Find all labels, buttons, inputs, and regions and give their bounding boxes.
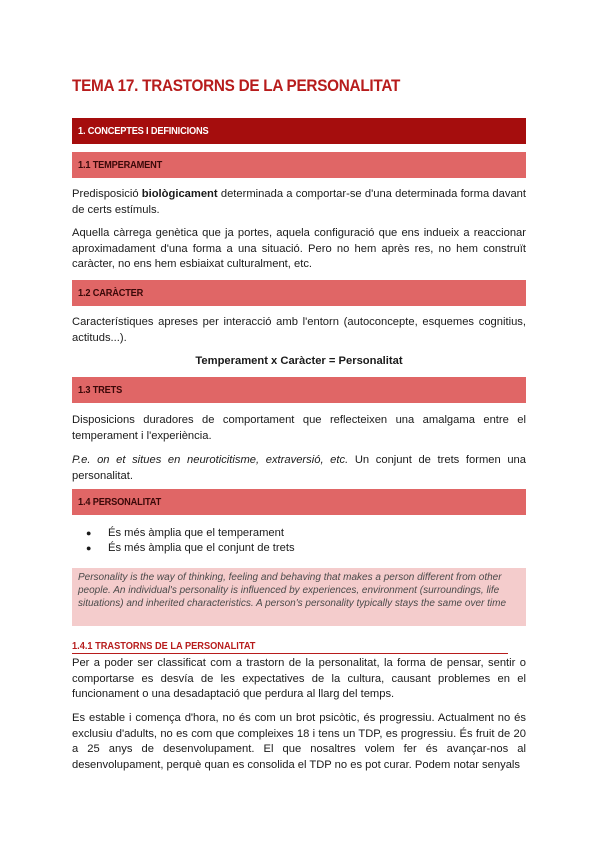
bold-term: biològicament (141, 188, 218, 200)
list-item: ● És més àmplia que el temperament (86, 527, 284, 539)
section-heading-label: 1.1 TEMPERAMENT (78, 159, 163, 171)
subsection-heading-trastorns (72, 640, 508, 654)
subsection-heading-label: 1.4.1 TRASTORNS DE LA PERSONALITAT (72, 640, 256, 652)
section-heading-trets (72, 377, 526, 403)
paragraph-trastorns-definition: Per a poder ser classificat com a trastorn de la personalitat, la forma de pensar, sentir o comportarse es desvía de les expectatives de la cultura, causant problemes en el funcionament o una desadaptació que perdura al llarg del temps. (72, 657, 526, 700)
quote-box: Personality is the way of thinking, feeling and behaving that makes a person different from other people. An individual's personality is influenced by experiences, environment (surroundings, life situations) and inherited characteristics. A person's personality typically stays the same over time (72, 568, 526, 626)
paragraph-trets-definition: Disposicions duradores de comportament que reflecteixen una amalgama entre el temperament i l'experiència. (72, 414, 526, 442)
bullet-list (86, 526, 295, 556)
section-heading-label: 1. CONCEPTES I DEFINICIONS (78, 125, 209, 137)
section-heading-temperament (72, 152, 526, 178)
section-heading-label: 1.2 CARÀCTER (78, 287, 144, 299)
section-heading-personalitat (72, 489, 526, 515)
section-heading-conceptes (72, 118, 526, 144)
paragraph-caracter-definition: Característiques apreses per interacció amb l'entorn (autoconcepte, esquemes cognitius, actituds...). (72, 316, 526, 344)
section-heading-label: 1.3 TRETS (78, 384, 123, 396)
formula-personalitat: Temperament x Caràcter = Personalitat (195, 355, 403, 367)
paragraph-trets-example: P.e. on et situes en neuroticitisme, extraversió, etc. Un conjunt de trets formen una personalitat. (72, 454, 526, 482)
bullet-icon: ● (86, 543, 92, 553)
section-heading-caracter (72, 280, 526, 306)
example-italic: P.e. on et situes en neuroticitisme, extraversió, etc. (72, 454, 349, 466)
paragraph-temperament-definition: Predisposició biològicament determinada a comportar-se d'una determinada forma davant de certs estímuls. (72, 188, 526, 216)
page-title: TEMA 17. TRASTORNS DE LA PERSONALITAT (72, 76, 401, 95)
paragraph-trastorns-development: Es estable i comença d'hora, no és com un brot psicòtic, és progressiu. Actualment no és exclusiu d'adults, no es com que compleixes 18 i tens un TDP, es progressiu. És fruit de 20 a 25 anys de desenvolupament. El que nosaltres volem fer és avançar-nos al desenvolupament, perquè quan es consolida el TDP no es pot curar. Podem notar senyals (72, 712, 526, 771)
list-item: ● És més àmplia que el conjunt de trets (86, 542, 295, 554)
paragraph-temperament-explanation: Aquella càrrega genètica que ja portes, aquela configuració que ens induеix a reaccionar aproximadament d'una forma a una situació. Pero no hem après res, no hem construït caràcter, no ens hem esbiaixat culturalment, etc. (72, 227, 526, 270)
bullet-icon: ● (86, 528, 92, 538)
section-heading-label: 1.4 PERSONALITAT (78, 496, 162, 508)
